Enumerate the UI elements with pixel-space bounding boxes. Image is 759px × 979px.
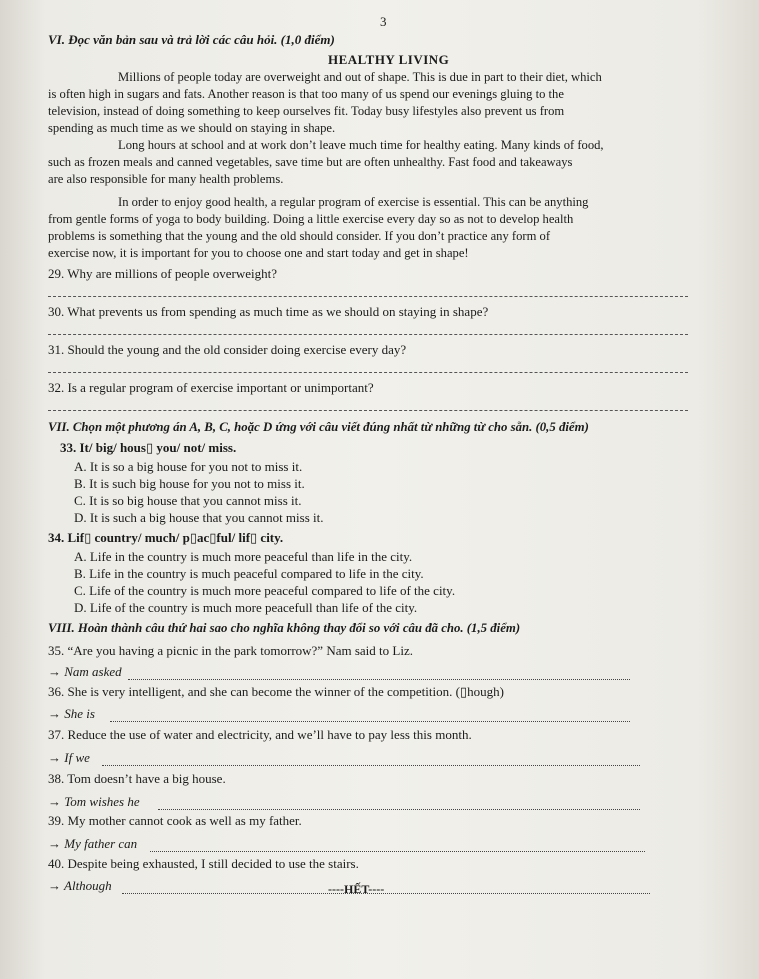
passage-line: from gentle forms of yoga to body building. Doing a little exercise every day so as not to develop health: [48, 212, 574, 226]
option-33-d[interactable]: D. It is such a big house that you cannot miss it.: [74, 510, 324, 525]
question-36: 36. She is very intelligent, and she can become the winner of the competition. (▯hough): [48, 684, 504, 699]
passage-line: exercise now, it is important for you to choose one and start today and get in shape!: [48, 246, 469, 260]
option-33-b[interactable]: B. It is such big house for you not to miss it.: [74, 476, 305, 491]
passage-line: television, instead of doing something to keep ourselves fit. Today busy lifestyles also prevent us from: [48, 104, 565, 118]
page-number: 3: [380, 14, 387, 29]
answer-line-36[interactable]: [110, 721, 630, 722]
answer-line-32[interactable]: [48, 410, 688, 411]
passage-line: such as frozen meals and canned vegetables, save time but are often unhealthy. Fast food and takeaways: [48, 155, 573, 169]
question-30: 30. What prevents us from spending as much time as we should on staying in shape?: [48, 304, 489, 319]
section8-heading: VIII. Hoàn thành câu thứ hai sao cho nghĩa không thay đổi so với câu đã cho. (1,5 điểm): [48, 621, 521, 635]
question-33: 33. It/ big/ hous▯ you/ not/ miss.: [60, 440, 237, 455]
section7-heading: VII. Chọn một phương án A, B, C, hoặc D ứng với câu viết đúng nhất từ những từ cho sẵn. (0,5 điểm): [48, 420, 589, 434]
passage-line: are also responsible for many health problems.: [48, 172, 284, 186]
answer-line-35[interactable]: [128, 679, 630, 680]
option-34-c[interactable]: C. Life of the country is much more peaceful compared to life of the city.: [74, 583, 456, 598]
question-32: 32. Is a regular program of exercise important or unimportant?: [48, 380, 374, 395]
question-35: 35. “Are you having a picnic in the park tomorrow?” Nam said to Liz.: [48, 643, 413, 658]
answer-line-39[interactable]: [150, 851, 645, 852]
question-39: 39. My mother cannot cook as well as my father.: [48, 813, 302, 828]
option-34-a[interactable]: A. Life in the country is much more peaceful than life in the city.: [74, 549, 413, 564]
answer-prefix-40: → Although: [48, 878, 112, 893]
question-31: 31. Should the young and the old consider doing exercise every day?: [48, 342, 407, 357]
answer-prefix-37: → If we: [48, 750, 90, 765]
answer-prefix-36: → She is: [48, 706, 95, 721]
section6-heading: VI. Đọc văn bản sau và trả lời các câu hỏi. (1,0 điểm): [48, 32, 335, 47]
answer-line-31[interactable]: [48, 372, 688, 373]
answer-prefix-39: → My father can: [48, 836, 138, 851]
question-34: 34. Lif▯ country/ much/ p▯ac▯ful/ lif▯ city.: [48, 530, 284, 545]
answer-prefix-38: → Tom wishes he: [48, 794, 140, 809]
end-mark: ----HẾT----: [328, 882, 385, 896]
passage-line: spending as much time as we should on staying in shape.: [48, 121, 336, 135]
answer-line-38[interactable]: [158, 809, 640, 810]
answer-line-29[interactable]: [48, 296, 688, 297]
passage-line: Long hours at school and at work don’t leave much time for healthy eating. Many kinds of food,: [118, 138, 604, 152]
question-37: 37. Reduce the use of water and electricity, and we’ll have to pay less this month.: [48, 727, 472, 742]
option-33-c[interactable]: C. It is so big house that you cannot miss it.: [74, 493, 302, 508]
option-33-a[interactable]: A. It is so a big house for you not to miss it.: [74, 459, 303, 474]
passage-line: is often high in sugars and fats. Another reason is that too many of us spend our evenings gluing to the: [48, 87, 564, 101]
answer-prefix-35: → Nam asked: [48, 664, 122, 679]
option-34-d[interactable]: D. Life of the country is much more peacefull than life of the city.: [74, 600, 418, 615]
answer-line-40[interactable]: [122, 893, 650, 894]
passage-line: Millions of people today are overweight and out of shape. This is due in part to their diet, which: [118, 70, 602, 84]
passage-line: In order to enjoy good health, a regular program of exercise is essential. This can be anything: [118, 195, 589, 209]
answer-line-37[interactable]: [102, 765, 640, 766]
question-40: 40. Despite being exhausted, I still decided to use the stairs.: [48, 856, 359, 871]
option-34-b[interactable]: B. Life in the country is much peaceful compared to life in the city.: [74, 566, 424, 581]
question-38: 38. Tom doesn’t have a big house.: [48, 771, 226, 786]
passage-line: problems is something that the young and the old should consider. If you don’t practice any form of: [48, 229, 551, 243]
answer-line-30[interactable]: [48, 334, 688, 335]
passage-title: HEALTHY LIVING: [328, 52, 450, 67]
question-29: 29. Why are millions of people overweight?: [48, 266, 278, 281]
